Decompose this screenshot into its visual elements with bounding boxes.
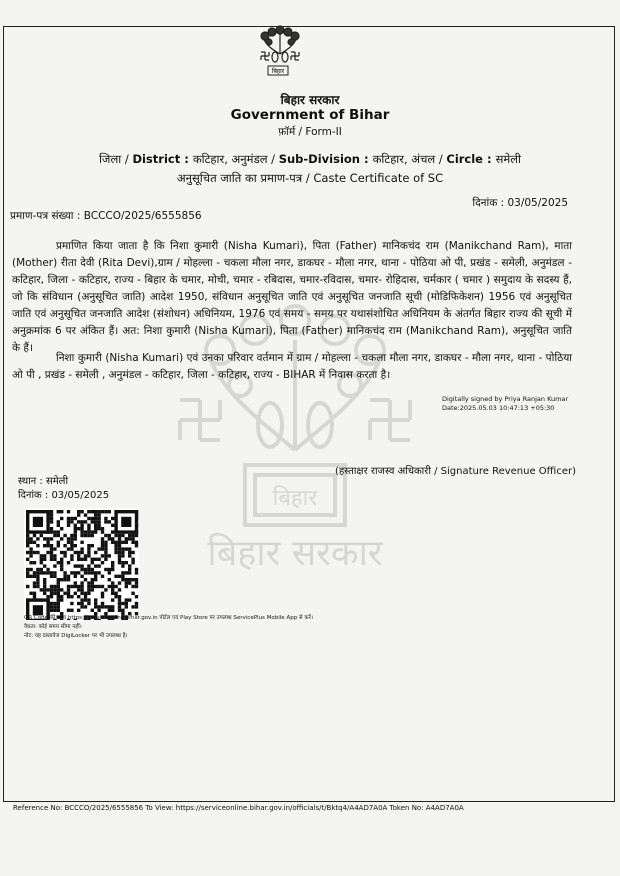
- circle-value: समेली: [495, 152, 522, 166]
- digital-signature-name: Digitally signed by Priya Ranjan Kumar: [442, 395, 569, 403]
- watermark-text: बिहार सरकार: [207, 533, 383, 574]
- place-date-line: दिनांक : 03/05/2025: [18, 490, 110, 501]
- place-line: स्थान : समेली: [18, 476, 69, 487]
- qr-note-validity: वैधता: कोई समय सीमा नहीं।: [24, 624, 82, 630]
- digital-signature-date: Date:2025.05.03 10:47:13 +05:30: [442, 404, 555, 412]
- residence-paragraph: [12, 350, 572, 384]
- qr-note-verify: QR Code की जाँच https://serviceonline.bihar.gov.in पोर्टल एवं Play Store पर उपलब्ध ServicePlus Mobile App से करें।: [24, 615, 313, 621]
- emblem-text: बिहार: [271, 68, 285, 75]
- reference-footer: Reference No: BCCCO/2025/6555856 To View: https://serviceonline.bihar.gov.in/officials/t/Bktq4/A4AD7A0A Token No: A4AD7A0A: [13, 804, 464, 812]
- digital-signature: [442, 395, 568, 413]
- certificate-title: अनुसूचित जाति का प्रमाण-पत्र / Caste Certificate of SC: [176, 171, 444, 185]
- district-label: जिला /: [98, 152, 133, 166]
- certificate-body-paragraph: [12, 238, 572, 357]
- certificate-number: प्रमाण-पत्र संख्या : BCCCO/2025/6555856: [10, 210, 202, 222]
- qr-code: [24, 508, 139, 620]
- district-label-en: District :: [132, 152, 193, 166]
- circle-label: Circle :: [446, 152, 496, 166]
- government-title: Government of Bihar: [230, 107, 390, 123]
- paragraph-1-text: प्रमाणित किया जाता है कि निशा कुमारी (Nisha Kumari), पिता (Father) मानिकचंद राम (Manikchand Ram), माता (Mother) रीता देवी (Rita Devi),ग्राम / मोहल्ला - चकला मौला नगर, डाकघर - मौला नगर, थाना - पोठिया ओ पी, प्रखंड - समेली, अनुमंडल - कटिहार, जिला - कटिहार, राज्य - बिहार के चमार, मोची, चमार - रबिदास, चमार-रविदास, चमार- रोहिदास, चर्मकार ( चमार ) समुदाय के सदस्य हैं, जो कि संविधान (अनुसूचित जाति) आदेश 1950, संविधान अनुसूचित जाति एवं अनुसूचित जनजाति सूची (मोडिफिकेशन) 1956 एवं अनुसूचित जाति एवं अनुसूचित जनजाति आदेश (संशोधन) अधिनियम, 1976 एवं समय - समय पर यथासंशोधित अधिनियम के अंतर्गत बिहार राज्य की सूची में अनुक्रमांक 6 पर अंकित हैं। अत: निशा कुमारी (Nisha Kumari), पिता (Father) मानिकचंद राम (Manikchand Ram), अनुसूचित जाति के हैं।: [12, 240, 572, 354]
- district-line: [0, 152, 620, 167]
- watermark-emblem-text: बिहार: [272, 486, 318, 511]
- qr-notes: [24, 614, 313, 641]
- form-title: फ़ॉर्म / Form-II: [278, 126, 342, 138]
- place-date-block: [18, 475, 109, 503]
- hindi-government-title: बिहार सरकार: [280, 93, 340, 107]
- subdivision-label: Sub-Division :: [278, 152, 373, 166]
- emblem-label-box: [263, 60, 293, 76]
- issue-date: दिनांक : 03/05/2025: [472, 197, 568, 209]
- qr-note-digilocker: नोट: यह दस्तावेज DigiLocker पर भी उपलब्ध है।: [24, 633, 128, 639]
- district-value: कटिहार, अनुमंडल /: [192, 152, 279, 166]
- signature-officer-label: (हस्ताक्षर राजस्व अधिकारी / Signature Revenue Officer): [335, 466, 576, 477]
- paragraph-2-text: निशा कुमारी (Nisha Kumari) एवं उनका परिवार वर्तमान में ग्राम / मोहल्ला - चकला मौला नगर, डाकघर - मौला नगर, थाना - पोठिया ओ पी , प्रखंड - समेली , अनुमंडल - कटिहार, जिला - कटिहार, राज्य - BIHAR में निवास करता है।: [12, 352, 572, 381]
- subdivision-value: कटिहार, अंचल /: [372, 152, 447, 166]
